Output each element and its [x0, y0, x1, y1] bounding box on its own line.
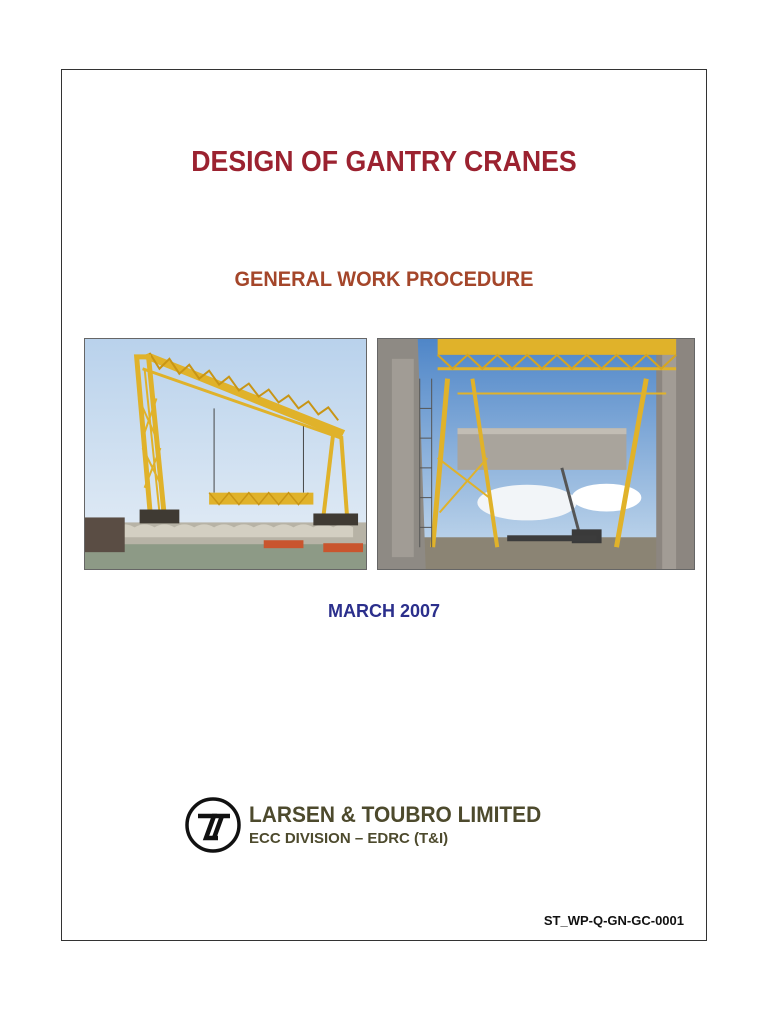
document-date: MARCH 2007 — [327, 601, 441, 621]
lt-logo-icon — [184, 796, 242, 854]
company-division: ECC DIVISION – EDRC (T&I) — [249, 830, 449, 847]
company-name: LARSEN & TOUBRO LIMITED — [249, 802, 542, 827]
gantry-crane-lifting-girder-photo — [377, 338, 695, 570]
gantry-crane-over-water-photo — [84, 338, 367, 570]
document-subtitle: GENERAL WORK PROCEDURE — [234, 268, 534, 291]
document-title: DESIGN OF GANTRY CRANES — [191, 146, 577, 178]
document-number: ST_WP-Q-GN-GC-0001 — [543, 913, 684, 928]
